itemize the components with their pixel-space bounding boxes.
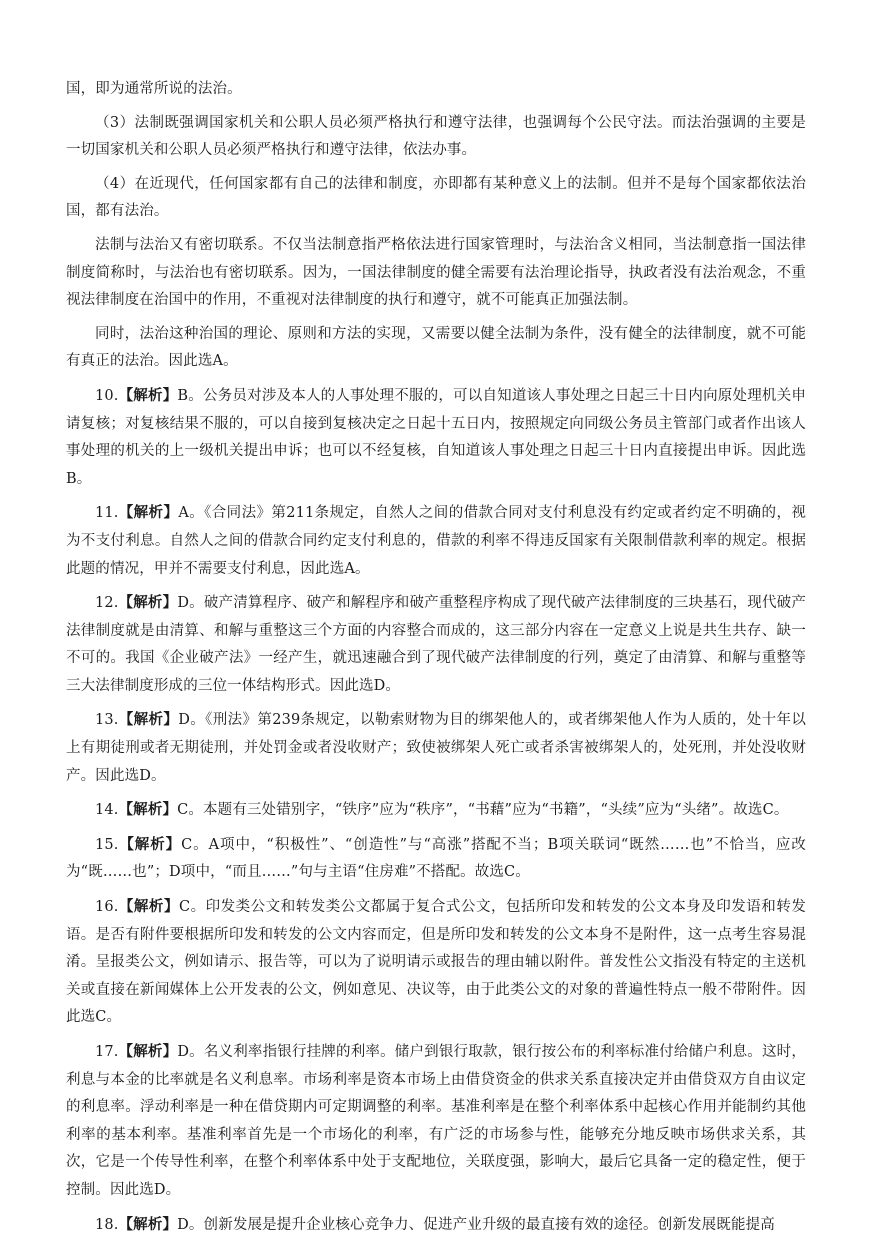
question-number: 12. bbox=[95, 595, 119, 612]
analysis-tag: 【解析】 bbox=[118, 594, 178, 612]
analysis-tag: 【解析】 bbox=[118, 711, 179, 729]
answer-15 bbox=[66, 831, 806, 887]
answer-12 bbox=[66, 589, 806, 700]
question-number: 14. bbox=[95, 802, 119, 819]
answer-18 bbox=[66, 1211, 806, 1240]
analysis-tag: 【解析】 bbox=[118, 1215, 178, 1233]
question-number: 15. bbox=[95, 836, 119, 853]
answer-text: C。印发类公文和转发类公文都属于复合式公文，包括所印发和转发的公文本身及印发语和转发语。是否有附件要根据所印发和转发的公文内容而定，但是所印发和转发的公文本身不是附件，这一点考生容易混淆。呈报类公文，例如请示、报告等，可以为了说明请示或报告的理由辅以附件。普发性公文指没有特定的主送机关或直接在新闻媒体上公开发表的公文，例如意见、决议等，由于此类公文的对象的普遍性特点一般不带附件。因此选C。 bbox=[66, 899, 806, 1026]
analysis-tag: 【解析】 bbox=[118, 835, 182, 853]
question-number: 18. bbox=[95, 1216, 119, 1233]
paragraph-text: 国，即为通常所说的法治。 bbox=[66, 81, 242, 97]
answer-14 bbox=[66, 796, 806, 825]
analysis-tag: 【解析】 bbox=[118, 386, 178, 404]
paragraph-text: 法制与法治又有密切联系。不仅当法制意指严格依法进行国家管理时，与法治含义相同，当法制意指一国法律制度简称时，与法治也有密切联系。因为，一国法律制度的健全需要有法治理论指导，执政者没有法治观念，不重视法律制度在治国中的作用，不重视对法律制度的执行和遵守，就不可能真正加强法制。 bbox=[66, 236, 806, 309]
paragraph-3 bbox=[66, 232, 806, 315]
answer-17 bbox=[66, 1038, 806, 1205]
paragraph-text: 同时，法治这种治国的理论、原则和方法的实现，又需要以健全法制为条件，没有健全的法律制度，就不可能有真正的法治。因此选A。 bbox=[66, 325, 806, 370]
answer-16 bbox=[66, 893, 806, 1032]
analysis-tag: 【解析】 bbox=[118, 1043, 178, 1060]
paragraph-2 bbox=[66, 171, 806, 226]
answer-text: D。创新发展是提升企业核心竞争力、促进产业升级的最直接有效的途径。创新发展既能提高 bbox=[177, 1216, 775, 1233]
analysis-tag: 【解析】 bbox=[118, 898, 179, 916]
question-number: 11. bbox=[95, 505, 119, 522]
question-number: 13. bbox=[95, 712, 119, 729]
question-number: 16. bbox=[95, 899, 119, 916]
paragraph-text: （3）法制既强调国家机关和公职人员必须严格执行和遵守法律，也强调每个公民守法。而法治强调的主要是一切国家机关和公职人员必须严格执行和遵守法律，依法办事。 bbox=[66, 114, 806, 159]
answer-text: A。《合同法》第211条规定，自然人之间的借款合同对支付利息没有约定或者约定不明确的，视为不支付利息。自然人之间的借款合同约定支付利息的，借款的利率不得违反国家有关限制借款利率的规定。根据此题的情况，甲并不需要支付利息，因此选A。 bbox=[66, 505, 806, 577]
paragraph-4 bbox=[66, 321, 806, 376]
answer-text: D。破产清算程序、破产和解程序和破产重整程序构成了现代破产法律制度的三块基石，现代破产法律制度就是由清算、和解与重整这三个方面的内容整合而成的，这三部分内容在一定意义上说是共生共存、缺一不可的。我国《企业破产法》一经产生，就迅速融合到了现代破产法律制度的行列，奠定了由清算、和解与重整等三大法律制度形成的三位一体结构形式。因此选D。 bbox=[66, 595, 806, 694]
answer-text: C。本题有三处错别字，“铁序”应为“秩序”，“书藉”应为“书籍”，“头续”应为“头绪”。故选C。 bbox=[177, 802, 789, 819]
answer-text: D。名义利率指银行挂牌的利率。储户到银行取款，银行按公布的利率标准付给储户利息。这时，利息与本金的比率就是名义利息率。市场利率是资本市场上由借贷资金的供求关系直接决定并由借贷双方自由议定的利息率。浮动利率是一种在借贷期内可定期调整的利率。基准利率是在整个利率体系中起核心作用并能制约其他利率的基本利率。基准利率首先是一个市场化的利率，有广泛的市场参与性，能够充分地反映市场供求关系，其次，它是一个传导性利率，在整个利率体系中处于支配地位，关联度强，影响大，最后它具备一定的稳定性，便于控制。因此选D。 bbox=[66, 1044, 806, 1198]
paragraph-text: （4）在近现代，任何国家都有自己的法律和制度，亦即都有某种意义上的法制。但并不是每个国家都依法治国，都有法治。 bbox=[66, 175, 806, 220]
answer-13 bbox=[66, 706, 806, 790]
answer-text: D。《刑法》第239条规定，以勒索财物为目的绑架他人的，或者绑架他人作为人质的，处十年以上有期徒刑或者无期徒刑，并处罚金或者没收财产；致使被绑架人死亡或者杀害被绑架人的，处死刑，并处没收财产。因此选D。 bbox=[66, 712, 806, 784]
paragraph-0 bbox=[66, 76, 806, 104]
analysis-tag: 【解析】 bbox=[118, 801, 178, 819]
answer-text: C。A项中，“积极性”、“创造性”与“高涨”搭配不当；B项关联词“既然……也”不恰当，应改为“既……也”；D项中，“而且……”句与主语“住房难”不搭配。故选C。 bbox=[66, 836, 806, 881]
question-number: 10. bbox=[95, 387, 119, 404]
paragraph-1 bbox=[66, 110, 806, 165]
answer-text: B。公务员对涉及本人的人事处理不服的，可以自知道该人事处理之日起三十日内向原处理机关申请复核；对复核结果不服的，可以自接到复核决定之日起十五日内，按照规定向同级公务员主管部门或者作出该人事处理的机关的上一级机关提出申诉；也可以不经复核，自知道该人事处理之日起三十日内直接提出申诉。因此选B。 bbox=[66, 387, 806, 487]
document-page bbox=[66, 76, 806, 1245]
question-number: 17. bbox=[95, 1044, 119, 1060]
analysis-tag: 【解析】 bbox=[118, 504, 179, 522]
answer-11 bbox=[66, 499, 806, 583]
answer-10 bbox=[66, 382, 806, 493]
